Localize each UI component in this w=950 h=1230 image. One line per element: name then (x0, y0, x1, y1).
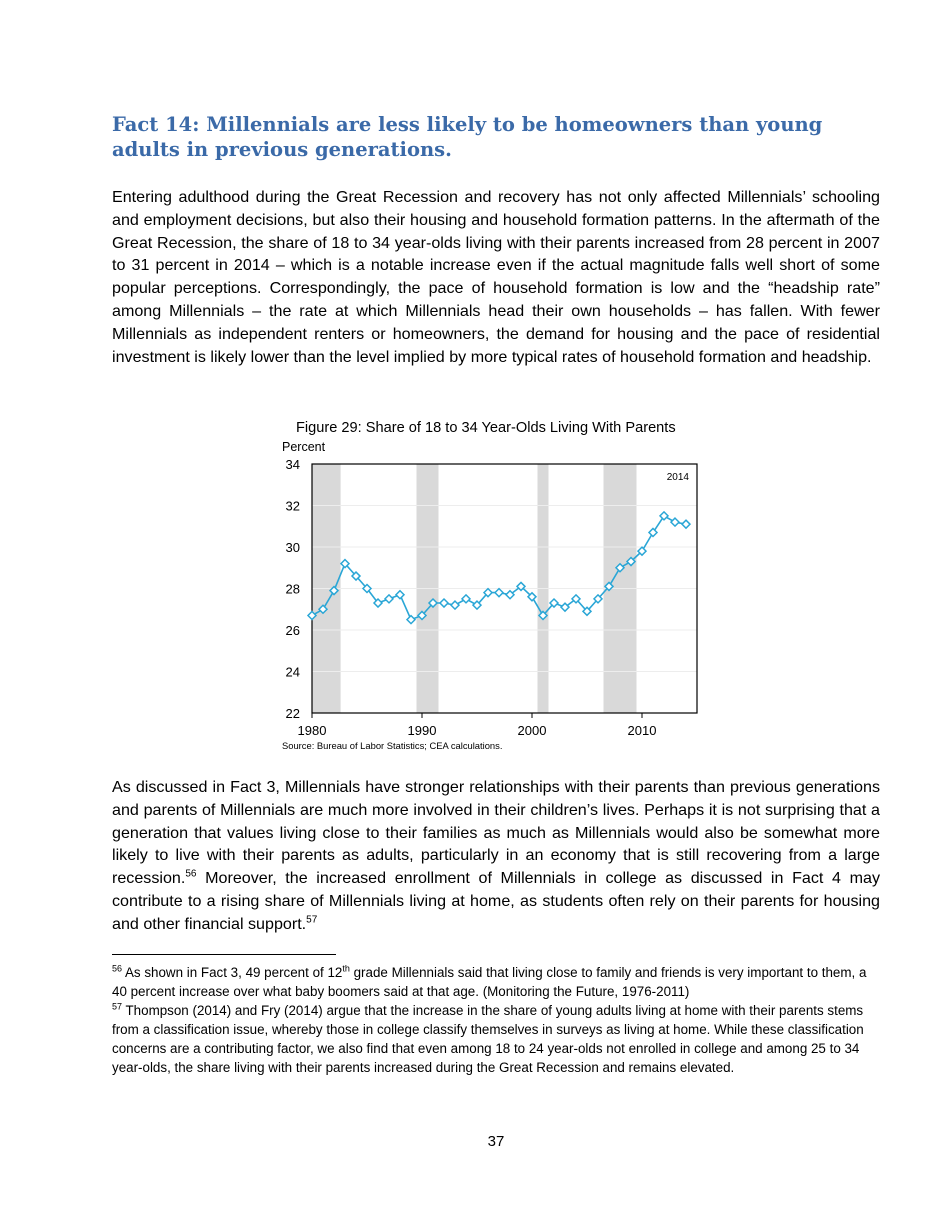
data-point-1993 (451, 601, 459, 609)
chart-source: Source: Bureau of Labor Statistics; CEA calculations. (282, 740, 503, 751)
chart-y-axis-label: Percent (282, 440, 326, 454)
data-point-1987 (385, 595, 393, 603)
x-tick-label: 1990 (407, 723, 437, 738)
data-point-2014 (682, 520, 690, 528)
section-heading: Fact 14: Millennials are less likely to be homeowners than young adults in previous generations. (112, 113, 823, 161)
footnote-number: 56 (112, 963, 123, 974)
footnote-ordinal: th (342, 963, 350, 974)
y-tick-label: 22 (285, 706, 300, 721)
data-point-1988 (396, 591, 404, 599)
chart-annotation: 2014 (666, 472, 689, 483)
footnote-text-a: As shown in Fact 3, 49 percent of 12 (122, 965, 343, 980)
y-tick-label: 26 (285, 623, 300, 638)
footnote-57 (112, 1001, 880, 1077)
y-tick-label: 24 (285, 664, 300, 680)
data-point-1992 (440, 599, 448, 607)
paragraph-text-a: As discussed in Fact 3, Millennials have stronger relationships with their parents than previous generations and parents of Millennials are much more involved in their children’s lives. Perhaps it is not surprising that a generation that values living close to their families as much as Millennials would also be somewhat more likely to live with their parents as adults, particularly in an economy that is still recovering from a large recession. (112, 778, 880, 888)
footnote-number: 57 (112, 1001, 123, 1012)
page-number: 37 (487, 1133, 505, 1150)
footnote-text-b: grade Millennials said that living close to family and friends is very important to them, a 40 percent increase over what baby boomers said at that age. (Monitoring the Future, 1976-2011) (112, 965, 867, 999)
x-tick-label: 2010 (627, 723, 657, 738)
data-point-2012 (660, 512, 668, 520)
footnote-ref-56: 56 (185, 868, 197, 880)
data-point-1997 (495, 589, 503, 597)
data-point-1989 (407, 616, 415, 624)
paragraph-text-b: Moreover, the increased enrollment of Millennials in college as discussed in Fact 4 may contribute to a rising share of Millennials living at home, as students often rely on their parents for housing and other financial support. (112, 869, 880, 933)
y-tick-label: 30 (285, 540, 300, 555)
paragraph-intro: Entering adulthood during the Great Recession and recovery has not only affected Millennials’ schooling and employment decisions, but also their housing and household formation patterns. In the aftermath of the Great Recession, the share of 18 to 34 year-olds living with their parents increased from 28 percent in 2007 to 31 percent in 2014 – which is a notable increase even if the actual magnitude falls well short of some popular perceptions. Correspondingly, the pace of household formation is low and the “headship rate” among Millennials – the rate at which Millennials head their own households – has fallen. With fewer Millennials as independent renters or homeowners, the demand for housing and the pace of residential investment is likely lower than the level implied by more typical rates of household formation and headship. (112, 188, 880, 366)
footnote-56 (112, 963, 880, 1001)
data-point-1994 (462, 595, 470, 603)
x-tick-label: 2000 (517, 723, 547, 738)
chart-title: Figure 29: Share of 18 to 34 Year-Olds Living With Parents (296, 420, 676, 436)
y-tick-label: 32 (285, 498, 300, 514)
paragraph-discussion (112, 776, 880, 936)
x-tick-label: 1980 (297, 723, 327, 738)
data-point-2013 (671, 518, 679, 526)
footnote-separator (112, 954, 336, 955)
y-tick-label: 28 (285, 581, 300, 597)
y-tick-label: 34 (285, 457, 300, 472)
footnote-text: Thompson (2014) and Fry (2014) argue that the increase in the share of young adults living at home with their parents stems from a classification issue, whereby those in college classify themselves in surveys as living at home. While these classification concerns are a contributing factor, we also find that even among 18 to 24 year-olds not enrolled in college and among 25 to 34 year-olds, the share living with their parents increased during the Great Recession and remains elevated. (112, 1003, 864, 1075)
footnote-ref-57: 57 (306, 914, 318, 926)
